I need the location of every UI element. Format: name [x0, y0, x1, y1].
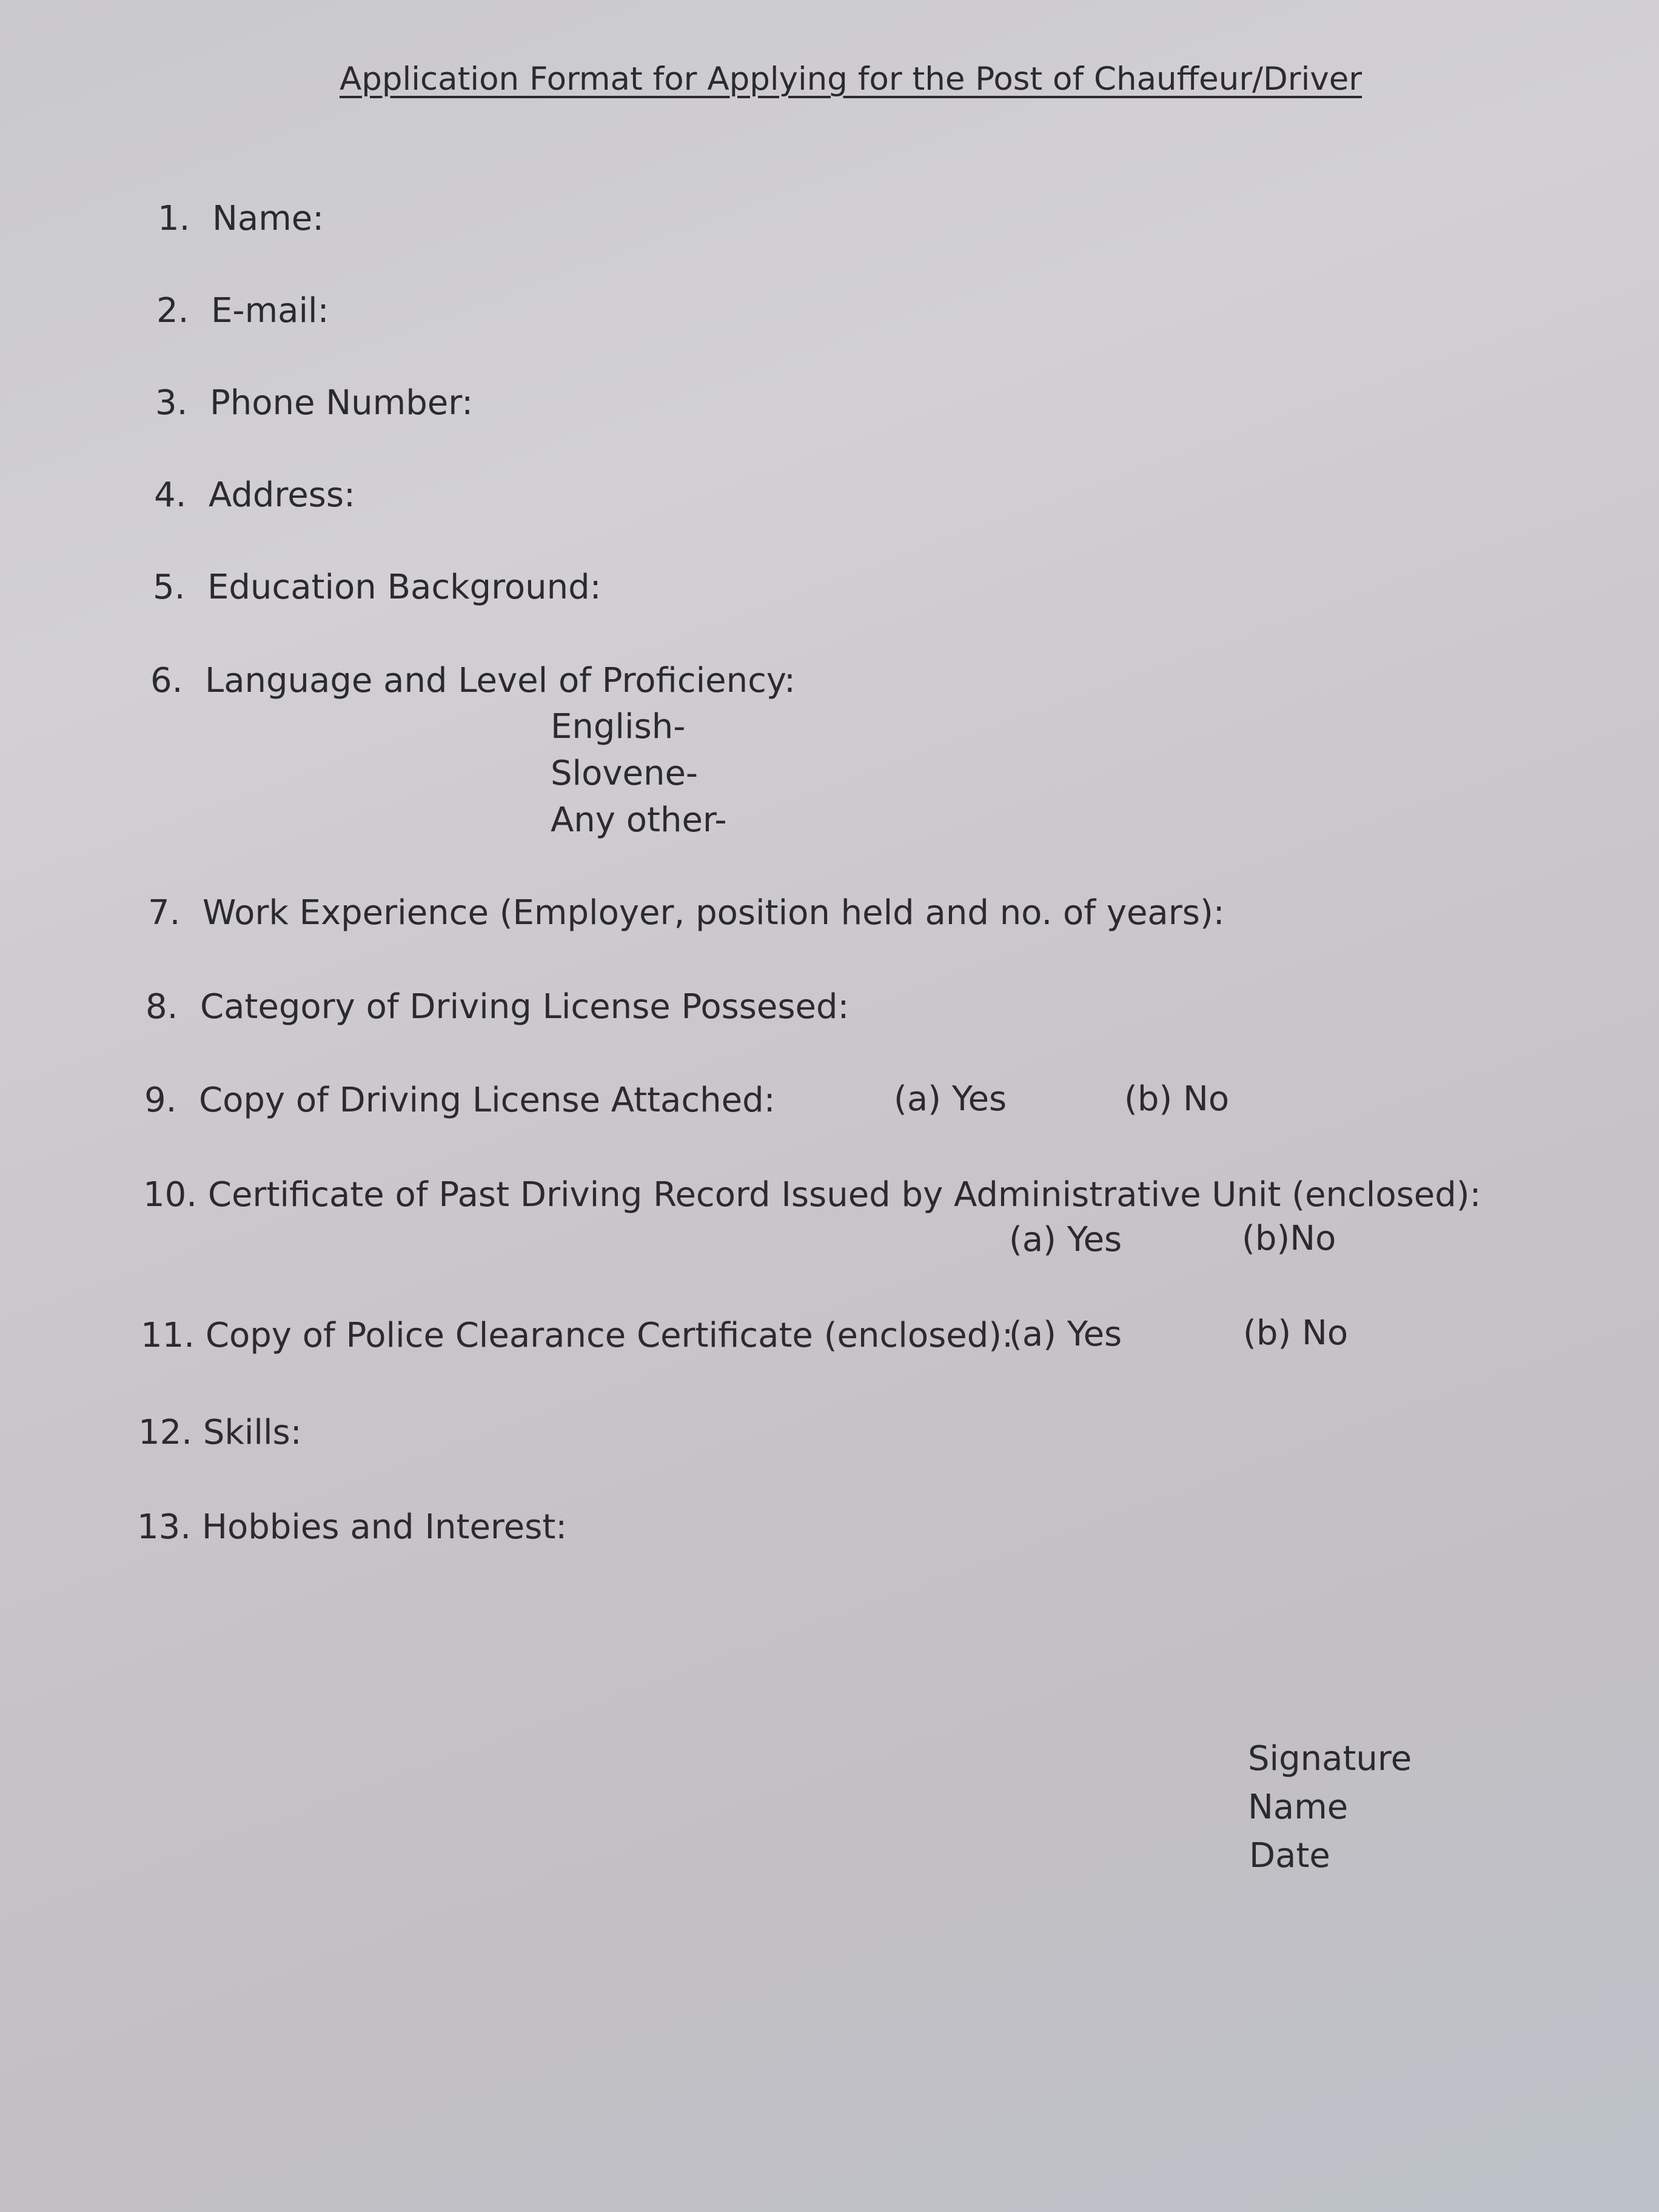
item-label: Work Experience (Employer, position held and no. of years): [203, 893, 1225, 933]
form-item-language [150, 661, 796, 700]
item-number: 13. [137, 1507, 192, 1547]
item-number: 8. [146, 987, 178, 1027]
item-number: 2. [156, 291, 189, 330]
language-other: Any other- [551, 800, 727, 840]
option-yes: (a) Yes [894, 1079, 1007, 1119]
item-number: 4. [154, 475, 187, 515]
form-item-email [156, 291, 329, 330]
form-item-driving-record [143, 1175, 1481, 1215]
form-item-education [153, 568, 602, 607]
form-item-police-clearance [141, 1316, 1013, 1355]
form-item-license-category [146, 987, 849, 1027]
item-label: E-mail: [211, 291, 329, 330]
item-number: 6. [150, 661, 183, 700]
item-number: 9. [144, 1081, 177, 1120]
language-english: English- [551, 707, 686, 746]
item-label: Phone Number: [210, 383, 474, 423]
item-label: Skills: [203, 1413, 302, 1452]
form-item-skills [138, 1413, 302, 1452]
form-item-hobbies [137, 1507, 567, 1547]
item-label: Address: [209, 475, 355, 515]
item-label: Hobbies and Interest: [201, 1507, 568, 1547]
form-item-work-experience [148, 893, 1225, 933]
form-item-license-copy [144, 1081, 776, 1120]
option-yes: (a) Yes [1009, 1220, 1122, 1259]
item-number: 3. [155, 383, 188, 423]
form-item-phone [155, 383, 473, 423]
language-slovene: Slovene- [551, 754, 699, 793]
item-number: 12. [138, 1413, 193, 1452]
option-no: (b) No [1243, 1313, 1349, 1353]
item-number: 7. [148, 893, 181, 933]
item-number: 11. [141, 1316, 195, 1355]
signature-label: Signature [1248, 1739, 1412, 1778]
date-label: Date [1249, 1836, 1330, 1875]
name-label: Name [1248, 1788, 1349, 1827]
option-yes: (a) Yes [1009, 1315, 1122, 1354]
item-label: Language and Level of Proficiency: [205, 661, 796, 700]
form-title: Application Format for Applying for the Post of Chauffeur/Driver [340, 61, 1362, 98]
item-label: Certificate of Past Driving Record Issued by Administrative Unit (enclosed): [207, 1175, 1481, 1215]
form-item-address [154, 475, 355, 515]
item-number: 10. [143, 1175, 198, 1215]
item-number: 5. [153, 568, 186, 607]
option-no: (b) No [1124, 1079, 1230, 1119]
item-label: Category of Driving License Possesed: [200, 987, 850, 1027]
item-number: 1. [158, 199, 190, 238]
item-label: Copy of Police Clearance Certificate (enclosed): [205, 1316, 1013, 1355]
form-item-name [158, 199, 324, 238]
item-label: Education Background: [207, 568, 602, 607]
item-label: Name: [212, 199, 324, 238]
item-label: Copy of Driving License Attached: [199, 1081, 776, 1120]
option-no: (b)No [1242, 1219, 1336, 1258]
